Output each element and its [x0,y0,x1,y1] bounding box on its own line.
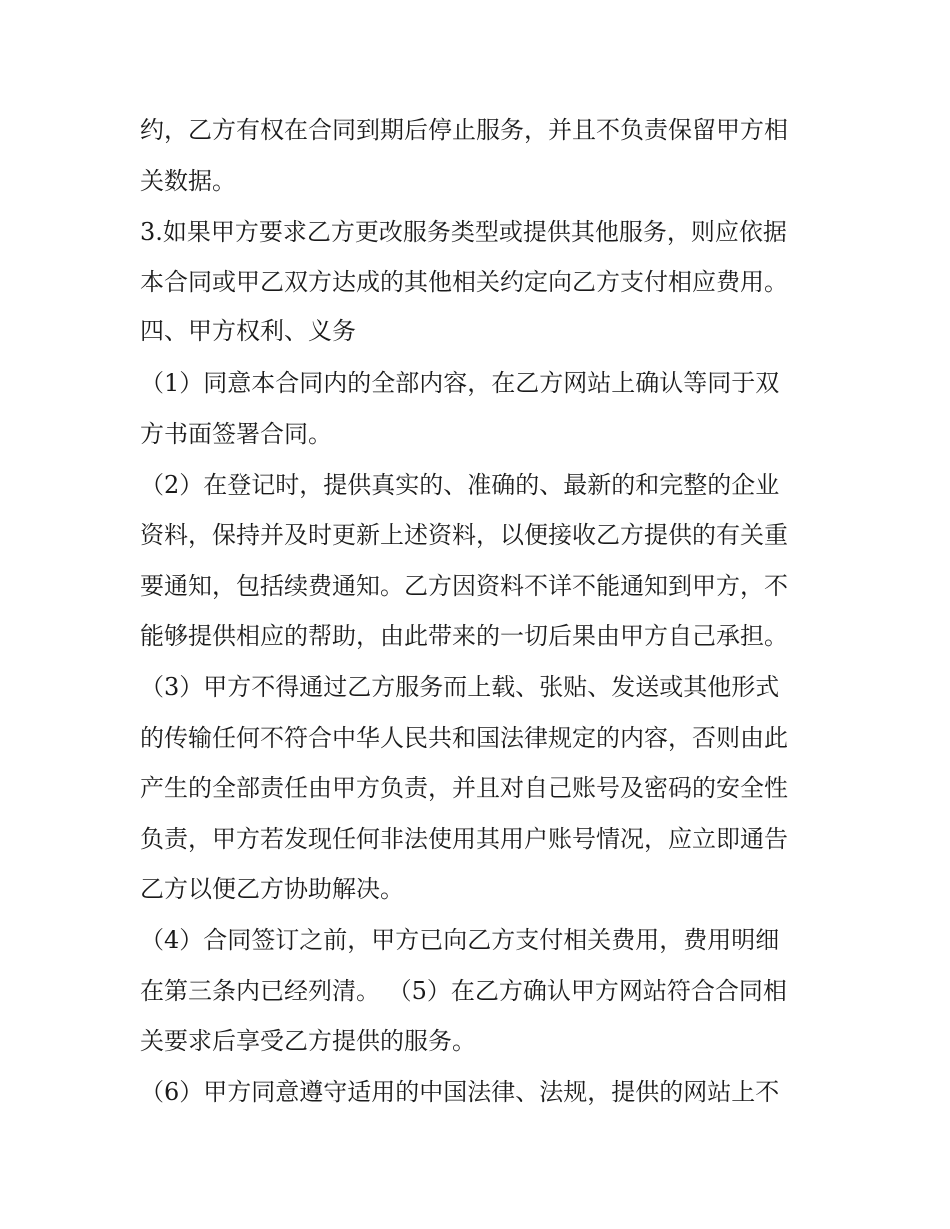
section-heading: 四、甲方权利、义务 [140,317,356,345]
text-line: 本合同或甲乙双方达成的其他相关约定向乙方支付相应费用。 [140,268,788,296]
text-line: 方书面签署合同。 [140,420,332,448]
text-line: 产生的全部责任由甲方负责，并且对自己账号及密码的安全性 [140,774,788,802]
text-line: （3）甲方不得通过乙方服务而上载、张贴、发送或其他形式 [140,673,780,701]
text-line: 资料，保持并及时更新上述资料，以便接收乙方提供的有关重 [140,521,788,549]
text-line: 在第三条内已经列清。 （5）在乙方确认甲方网站符合合同相 [140,977,787,1005]
text-line: 要通知，包括续费通知。乙方因资料不详不能通知到甲方，不 [140,572,788,600]
text-line: 关数据。 [140,167,236,195]
text-line: 乙方以便乙方协助解决。 [140,875,404,903]
text-line: （6）甲方同意遵守适用的中国法律、法规，提供的网站上不 [140,1078,780,1106]
text-line: 能够提供相应的帮助，由此带来的一切后果由甲方自己承担。 [140,622,788,650]
text-line: 3.如果甲方要求乙方更改服务类型或提供其他服务，则应依据 [140,218,787,246]
text-line: 关要求后享受乙方提供的服务。 [140,1027,476,1055]
text-line: 负责，甲方若发现任何非法使用其用户账号情况，应立即通告 [140,825,788,853]
text-line: （1）同意本合同内的全部内容，在乙方网站上确认等同于双 [140,369,780,397]
text-line: 约，乙方有权在合同到期后停止服务，并且不负责保留甲方相 [140,116,788,144]
text-line: （2）在登记时，提供真实的、准确的、最新的和完整的企业 [140,471,780,499]
text-line: （4）合同签订之前，甲方已向乙方支付相关费用，费用明细 [140,926,780,954]
text-line: 的传输任何不符合中华人民共和国法律规定的内容，否则由此 [140,724,788,752]
